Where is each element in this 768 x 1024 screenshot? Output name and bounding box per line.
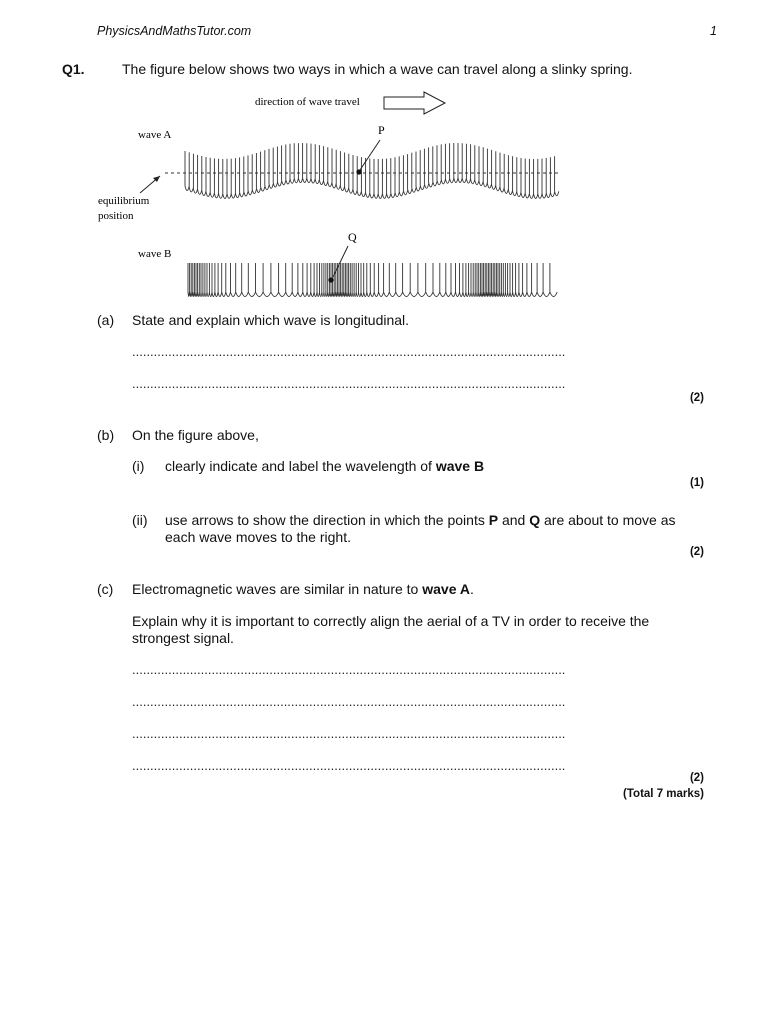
- part-a-label: (a): [97, 312, 115, 328]
- part-b-ii-marks: (2): [689, 546, 704, 558]
- header-site-name: PhysicsAndMathsTutor.com: [97, 24, 252, 38]
- part-b-ii-bold-p: P: [488, 512, 499, 528]
- direction-arrow-icon: [384, 92, 445, 114]
- wave-b-coils: [188, 263, 557, 297]
- part-b-question: On the figure above,: [132, 427, 259, 443]
- part-c-answer-line-2[interactable]: ........................................................................................................................: [132, 694, 566, 709]
- part-b-i-marks: (1): [689, 477, 704, 489]
- part-c-statement: [132, 581, 474, 597]
- part-c-answer-line-3[interactable]: ........................................................................................................................: [132, 726, 566, 741]
- point-p-dot: [356, 169, 361, 174]
- slinky-wave-figure: [90, 86, 570, 306]
- part-c-answer-line-1[interactable]: ........................................................................................................................: [132, 662, 566, 677]
- direction-label: direction of wave travel: [255, 96, 360, 108]
- part-c-explain-line2: strongest signal.: [132, 630, 234, 646]
- part-b-i-question: [165, 458, 484, 474]
- part-c-explain-line1: Explain why it is important to correctly align the aerial of a TV in order to receive the: [132, 613, 650, 629]
- part-b-i-text: clearly indicate and label the wavelength of: [165, 458, 436, 474]
- part-a-marks: (2): [689, 392, 704, 404]
- point-p-label: P: [378, 123, 385, 137]
- part-c-answer-line-4[interactable]: ........................................................................................................................: [132, 758, 566, 773]
- part-b-label: (b): [97, 427, 115, 443]
- total-marks: (Total 7 marks): [623, 788, 704, 800]
- part-b-i-bold: wave B: [435, 458, 485, 474]
- equilibrium-label-line2: position: [98, 210, 134, 222]
- wave-a-label: wave A: [138, 129, 172, 141]
- part-b-ii-bold-q: Q: [529, 512, 541, 528]
- part-a-answer-line-2[interactable]: ........................................................................................................................: [132, 376, 566, 391]
- part-c-marks: (2): [689, 772, 704, 784]
- part-b-i-label: (i): [132, 458, 145, 474]
- part-b-ii-question-line2: each wave moves to the right.: [165, 529, 351, 545]
- part-b-ii-text-3: are about to move as: [540, 512, 676, 528]
- part-c-text: Electromagnetic waves are similar in nature to: [132, 581, 423, 597]
- part-b-ii-label: (ii): [132, 512, 148, 528]
- wave-b-coil-path: [188, 263, 557, 297]
- equilibrium-label-line1: equilibrium: [98, 195, 150, 207]
- part-a-answer-line-1[interactable]: ........................................................................................................................: [132, 344, 566, 359]
- point-q-dot: [328, 277, 333, 282]
- part-b-ii-text-2: and: [498, 512, 530, 528]
- question-intro: The figure below shows two ways in which a wave can travel along a slinky spring.: [122, 61, 633, 77]
- part-c-label: (c): [97, 581, 114, 597]
- question-number: Q1.: [62, 61, 85, 77]
- part-b-ii-text-1: use arrows to show the direction in which the points: [165, 512, 489, 528]
- wave-b-label: wave B: [138, 248, 172, 260]
- part-b-ii-question: [165, 512, 676, 528]
- part-c-bold: wave A: [422, 581, 470, 597]
- point-q-label: Q: [348, 230, 357, 244]
- part-a-question: State and explain which wave is longitudinal.: [132, 312, 410, 328]
- page-number: 1: [710, 24, 717, 38]
- part-c-text-after: .: [469, 581, 474, 597]
